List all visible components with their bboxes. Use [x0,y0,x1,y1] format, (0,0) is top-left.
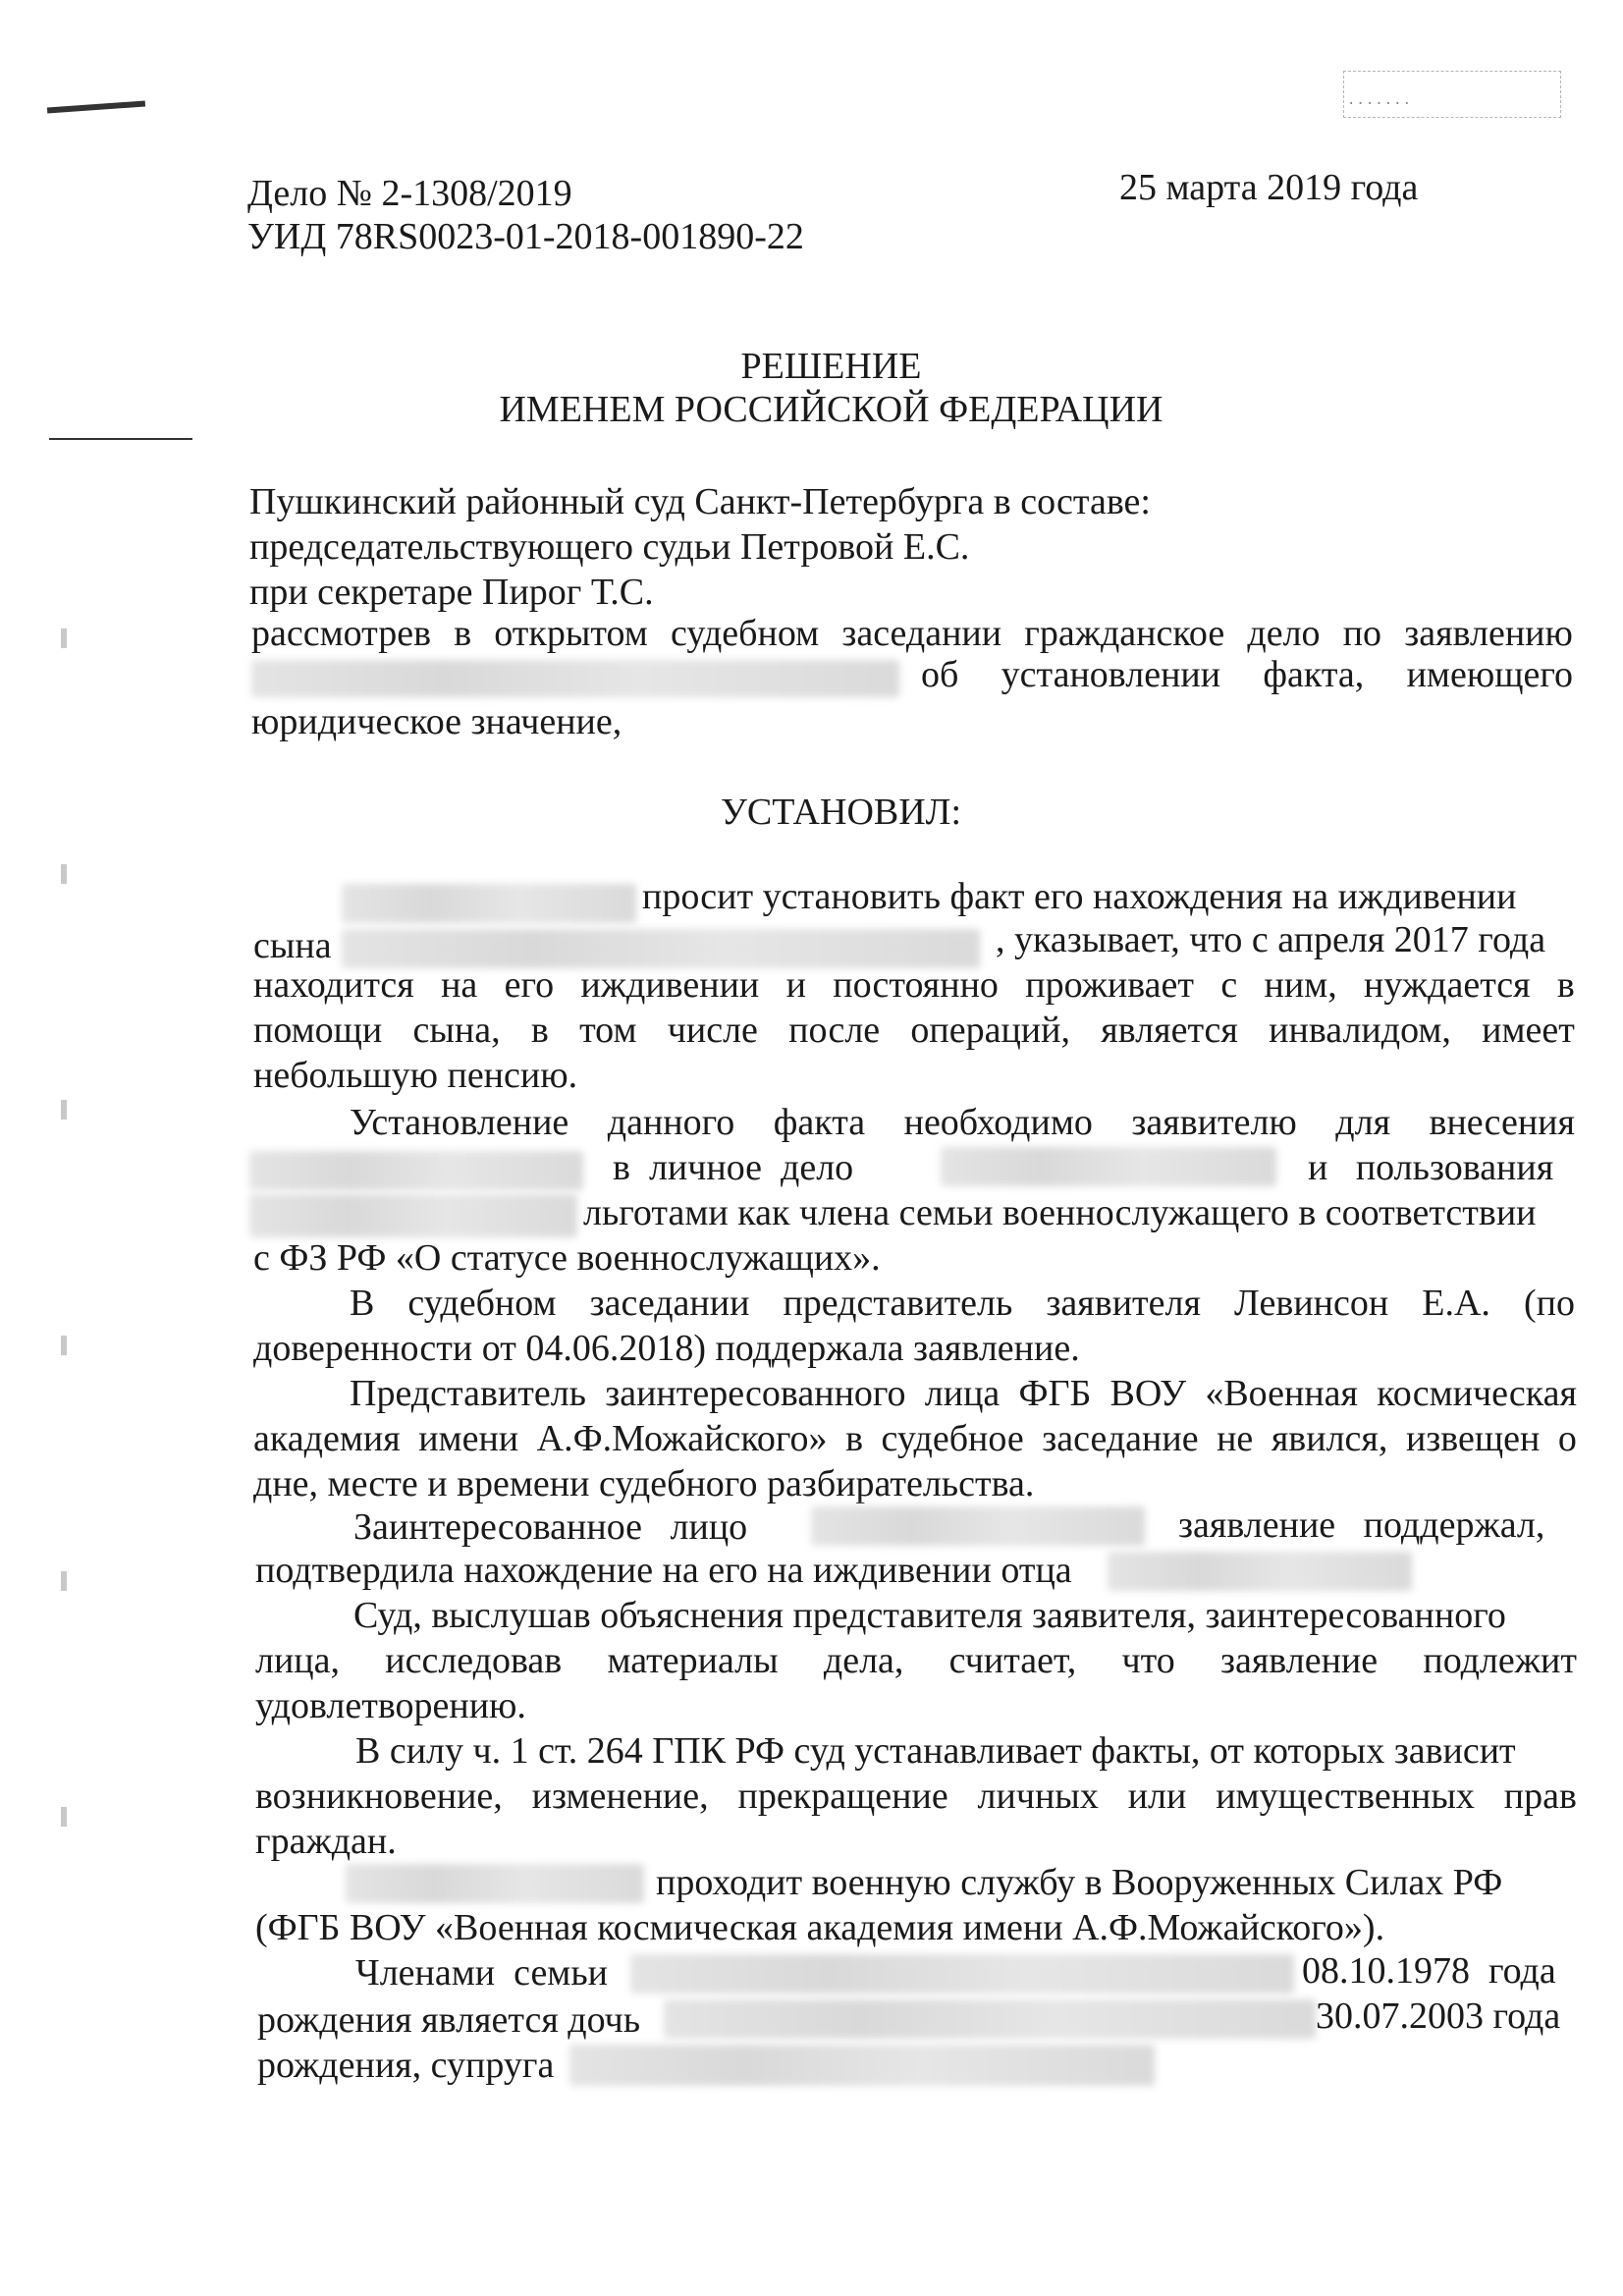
p8-line-2: (ФГБ ВОУ «Военная космическая академия имени А.Ф.Можайского»). [255,1907,1385,1948]
p7-line-2: возникновение, изменение, прекращение личных или имущественных прав [255,1776,1577,1817]
p5-line-2: подтвердила нахождение на его на иждивении отца [255,1550,1072,1591]
redacted-serviceman [346,1864,644,1903]
redacted-applicant-name [251,660,899,697]
intro-line-6: юридическое значение, [251,701,622,742]
intro-line-5: об установлении факта, имеющего [921,654,1573,695]
p9-line-1b: 08.10.1978 года [1302,1950,1556,1992]
redacted-interested-person [811,1506,1145,1546]
p1-line-2a: сына [253,925,332,966]
p4-line-2: академия имени А.Ф.Можайского» в судебное заседание не явился, извещен о [253,1418,1577,1459]
court-composition: Пушкинский районный суд Санкт-Петербурга в составе: [249,481,1151,522]
p6-line-3: удовлетворению. [255,1685,526,1726]
p9-line-2a: рождения является дочь [257,1999,641,2041]
p2-line-1: Установление данного факта необходимо заявителю для внесения [350,1102,1575,1143]
p1-line-3: находится на его иждивении и постоянно проживает с ним, нуждается в [253,964,1575,1006]
document-subtitle: ИМЕНЕМ РОССИЙСКОЙ ФЕДЕРАЦИИ [499,389,1163,430]
case-number: Дело № 2-1308/2019 [247,173,572,214]
p7-line-3: граждан. [255,1821,397,1862]
established-heading: УСТАНОВИЛ: [720,792,961,833]
p9-line-3: рождения, супруга [257,2045,555,2086]
redacted-father [1108,1552,1412,1591]
p7-line-1: В силу ч. 1 ст. 264 ГПК РФ суд устанавливает факты, от которых зависит [355,1730,1516,1772]
binding-holes [61,452,67,1925]
p5-line-1b: заявление поддержал, [1178,1504,1545,1546]
redacted-spouse [569,2045,1155,2086]
p3-line-1: В судебном заседании представитель заявителя Левинсон Е.А. (по [350,1283,1575,1324]
p1-line-1: просит установить факт его нахождения на иждивении [642,876,1517,917]
p3-line-2: доверенности от 04.06.2018) поддержала заявление. [253,1328,1080,1369]
redacted-family-member [630,1954,1294,1994]
p1-line-5: небольшую пенсию. [253,1055,578,1096]
p9-line-1a: Членами семьи [355,1952,609,1994]
p1-line-2b: , указывает, что с апреля 2017 года [996,919,1546,960]
p8-line-1: проходит военную службу в Вооруженных Силах РФ [656,1862,1503,1903]
redacted-p2-b [941,1147,1276,1186]
redacted-p2-c [249,1194,577,1237]
document-title: РЕШЕНИЕ [740,346,922,387]
corner-stamp: ······· [1347,96,1413,112]
p5-line-1a: Заинтересованное лицо [353,1506,748,1548]
corner-stamp-box [1343,71,1561,118]
margin-rule [49,438,192,440]
redacted-daughter [664,1999,1316,2039]
secretary: при секретаре Пирог Т.С. [249,572,654,613]
p4-line-1: Представитель заинтересованного лица ФГБ ВОУ «Военная космическая [350,1373,1577,1414]
p4-line-3: дне, месте и времени судебного разбирательства. [253,1463,1035,1504]
presiding-judge: председательствующего судьи Петровой Е.С. [249,526,970,568]
scan-mark-top [47,101,145,114]
p1-line-4: помощи сына, в том числе после операций, является инвалидом, имеет [253,1010,1575,1051]
redacted-p2-a [249,1151,583,1190]
case-uid: УИД 78RS0023-01-2018-001890-22 [247,216,804,257]
intro-line-4: рассмотрев в открытом судебном заседании гражданское дело по заявлению [251,613,1573,654]
p2-line-2b: и пользования [1308,1147,1554,1188]
p9-line-2b: 30.07.2003 года [1316,1995,1561,2037]
p2-line-3: льготами как члена семьи военнослужащего в соответствии [583,1192,1537,1233]
p6-line-2: лица, исследовав материалы дела, считает, что заявление подлежит [255,1640,1577,1681]
p2-line-2a: в личное дело [613,1147,854,1188]
case-date: 25 марта 2019 года [1119,167,1419,208]
p6-line-1: Суд, выслушав объяснения представителя заявителя, заинтересованного [353,1595,1506,1636]
p2-line-4: с ФЗ РФ «О статусе военнослужащих». [253,1237,881,1279]
redacted-applicant [342,884,636,923]
